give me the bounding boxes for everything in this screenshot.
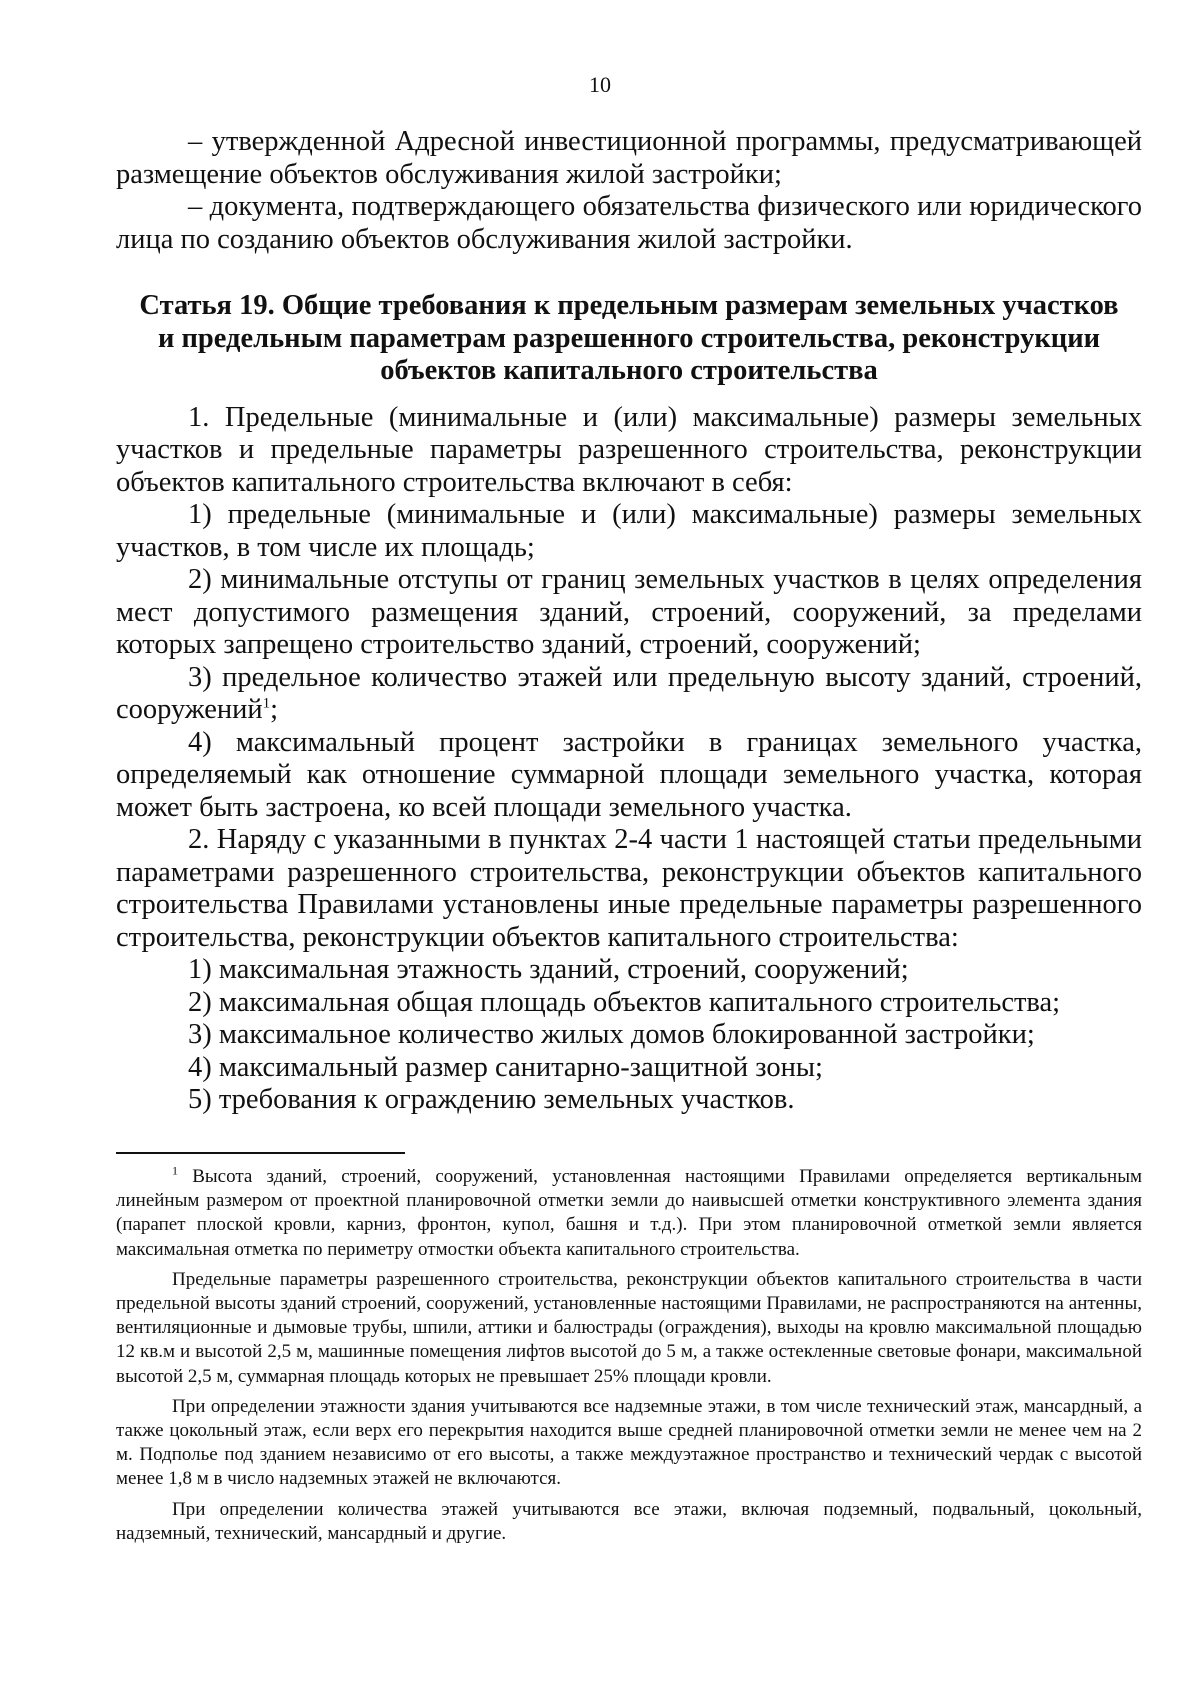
part1-item-3 bbox=[116, 662, 1142, 727]
footnotes bbox=[116, 1165, 1142, 1546]
article-part-2: 2. Наряду с указанными в пунктах 2-4 части 1 настоящей статьи предельными параметрами разрешенного строительства, реконструкции объектов капитального строительства Правилами установлены иные предельные параметры разрешенного строительства, реконструкции объектов капитального строительства: bbox=[116, 824, 1142, 953]
part1-item-1: 1) предельные (минимальные и (или) максимальные) размеры земельных участков, в том числе их площадь; bbox=[116, 499, 1142, 563]
footnote-paragraph-2: Предельные параметры разрешенного строительства, реконструкции объектов капитального строительства в части предельной высоты зданий строений, сооружений, установленные настоящими Правилами, не распространяются на антенны, вентиляционные и дымовые трубы, шпили, аттики и балюстрады (ограждения), выходы на кровлю максимальной площадью 12 кв.м и высотой 2,5 м, машинные помещения лифтов высотой до 5 м, а также остекленные световые фонари, максимальной высотой 2,5 м, суммарная площадь которых не превышает 25% площади кровли. bbox=[116, 1268, 1142, 1387]
part1-item-3-end: ; bbox=[270, 694, 279, 725]
part1-item-2: 2) минимальные отступы от границ земельных участков в целях определения мест допустимого размещения зданий, строений, сооружений, за пределами которых запрещено строительство зданий, строений, сооружений; bbox=[116, 564, 1142, 660]
part2-item-4: 4) максимальный размер санитарно-защитной зоны; bbox=[188, 1051, 823, 1083]
page-number: 10 bbox=[589, 72, 611, 97]
article-title bbox=[116, 290, 1142, 388]
footnote-ref-1[interactable]: 1 bbox=[262, 695, 271, 712]
intro-item-1: – утвержденной Адресной инвестиционной программы, предусматривающей размещение объектов обслуживания жилой застройки; bbox=[116, 126, 1142, 190]
article-part-1: 1. Предельные (минимальные и (или) максимальные) размеры земельных участков и предельные параметры разрешенного строительства, реконструкции объектов капитального строительства включают в себя: bbox=[116, 401, 1142, 498]
part2-list bbox=[116, 954, 1142, 1117]
part2-item-5: 5) требования к ограждению земельных участков. bbox=[188, 1084, 795, 1115]
footnote-marker: 1 bbox=[172, 1163, 178, 1178]
part1-item-4: 4) максимальный процент застройки в границах земельного участка, определяемый как отношение суммарной площади земельного участка, которая может быть застроена, ко всей площади земельного участка. bbox=[116, 726, 1142, 823]
footnote-paragraph-1 bbox=[116, 1165, 1142, 1262]
part1-item-3-text: 3) предельное количество этажей или предельную высоту зданий, строений, сооружений bbox=[116, 661, 1142, 725]
article-title-line-1: Статья 19. Общие требования к предельным размерам земельных участков bbox=[139, 290, 1119, 321]
part2-item-3: 3) максимальное количество жилых домов блокированной застройки; bbox=[188, 1019, 1035, 1050]
footnote-paragraph-3: При определении этажности здания учитываются все надземные этажи, в том числе технический этаж, мансардный, а также цокольный этаж, если верх его перекрытия находится выше средней планировочной отметки земли не менее чем на 2 м. Подполье под зданием независимо от его высоты, а также междуэтажное пространство и технический чердак с высотой менее 1,8 м в число надземных этажей не включаются. bbox=[116, 1395, 1142, 1490]
footnote-paragraph-1-text: Высота зданий, строений, сооружений, установленная настоящими Правилами определяется вертикальным линейным размером от проектной планировочной отметки земли до наивысшей отметки конструктивного элемента здания (парапет плоской кровли, карниз, фронтон, купол, башня и т.д.). При этом планировочной отметкой земли является максимальная отметка по периметру отмостки объекта капитального строительства. bbox=[116, 1166, 1142, 1260]
intro-item-2: – документа, подтверждающего обязательства физического или юридического лица по созданию объектов обслуживания жилой застройки. bbox=[116, 191, 1142, 255]
footnote-separator bbox=[116, 1152, 405, 1154]
part2-item-2: 2) максимальная общая площадь объектов капитального строительства; bbox=[188, 986, 1061, 1018]
article-title-line-2: и предельным параметрам разрешенного строительства, реконструкции bbox=[157, 322, 1101, 354]
document-body bbox=[116, 126, 1142, 1117]
article-title-line-3: объектов капитального строительства bbox=[380, 355, 878, 386]
footnote-paragraph-4: При определении количества этажей учитываются все этажи, включая подземный, подвальный, цокольный, надземный, технический, мансардный и другие. bbox=[116, 1498, 1142, 1544]
part2-item-1: 1) максимальная этажность зданий, строений, сооружений; bbox=[188, 954, 909, 985]
